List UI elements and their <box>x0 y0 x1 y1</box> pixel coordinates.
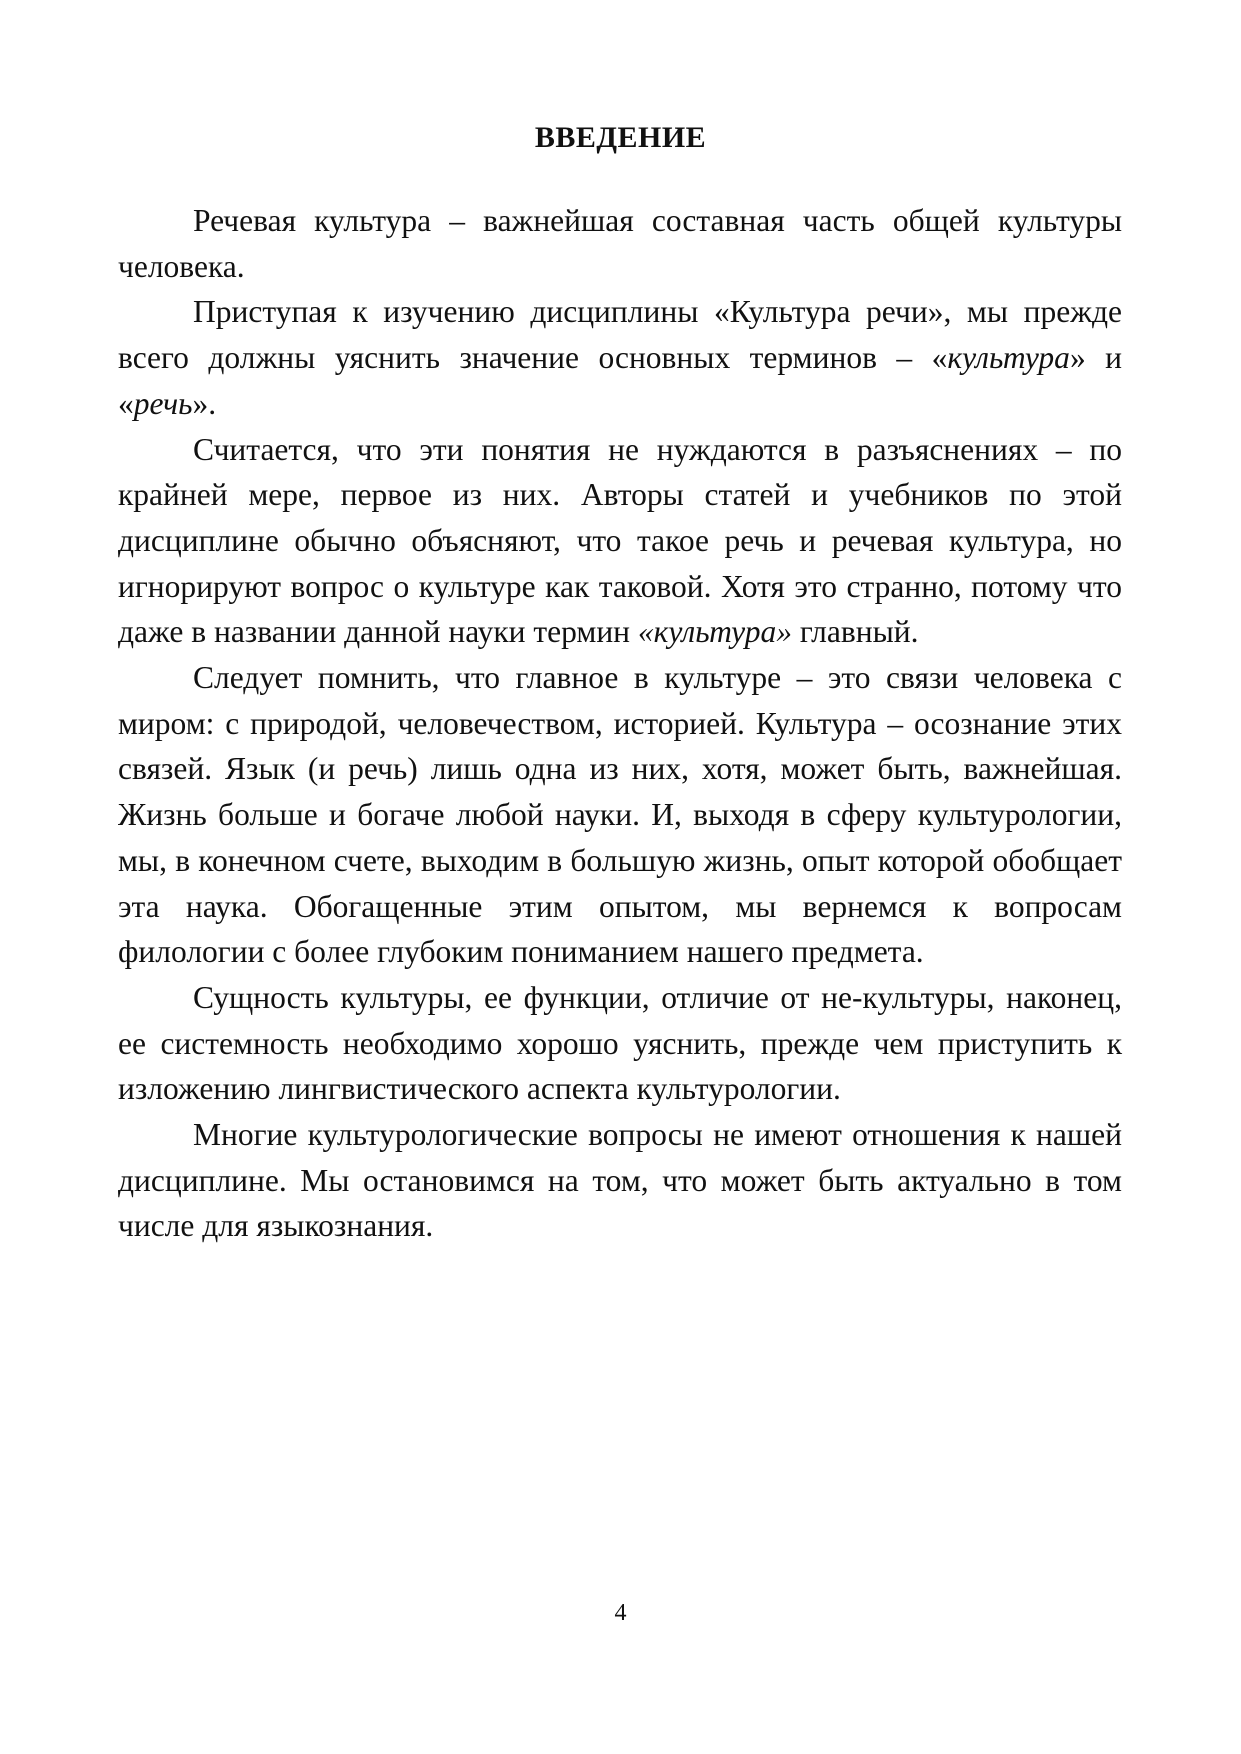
term-culture: культура <box>947 340 1070 376</box>
paragraph-2-text-b: » и « <box>118 340 1123 421</box>
paragraph-6: Многие культурологические вопросы не имеют отношения к нашей дисциплине. Мы остановимся на том, что может быть актуально в том числе для языкознания. <box>118 1117 1122 1244</box>
paragraph-3 <box>118 427 1122 656</box>
paragraph-3-text-a: Считается, что эти понятия не нуждаются в разъяснениях – по крайней мере, первое из них. Авторы статей и учебников по этой дисциплине обычно объясняют, что такое речь и речевая культура, но игнорируют вопрос о культуре как таковой. Хотя это странно, потому что даже в названии данной науки термин <box>118 431 1122 650</box>
page-title: ВВЕДЕНИЕ <box>534 121 707 154</box>
paragraph-3-text-b: главный. <box>791 614 919 650</box>
term-culture-quoted: «культура» <box>637 614 792 650</box>
paragraph-2-text-c: ». <box>192 385 217 421</box>
body-text <box>118 198 1122 1249</box>
term-speech: речь <box>133 385 193 421</box>
paragraph-5: Сущность культуры, ее функции, отличие от не-культуры, наконец, ее системность необходимо хорошо уяснить, прежде чем приступить к изложению лингвистического аспекта культурологии. <box>118 979 1122 1107</box>
page-number: 4 <box>614 1600 627 1626</box>
paragraph-2-text-a: Приступая к изучению дисциплины «Культура речи», мы прежде всего должны уяснить значение основных терминов – « <box>118 294 1122 376</box>
paragraph-4: Следует помнить, что главное в культуре – это связи человека с миром: с природой, человечеством, историей. Культура – осознание этих связей. Язык (и речь) лишь одна из них, хотя, может быть, важнейшая. Жизнь больше и богаче любой науки. И, выходя в сферу культурологии, мы, в конечном счете, выходим в большую жизнь, опыт которой обобщает эта наука. Обогащенные этим опытом, мы вернемся к вопросам филологии с более глубоким пониманием нашего предмета. <box>118 660 1122 970</box>
paragraph-1: Речевая культура – важнейшая составная часть общей культуры человека. <box>118 203 1122 284</box>
paragraph-2 <box>118 289 1122 426</box>
